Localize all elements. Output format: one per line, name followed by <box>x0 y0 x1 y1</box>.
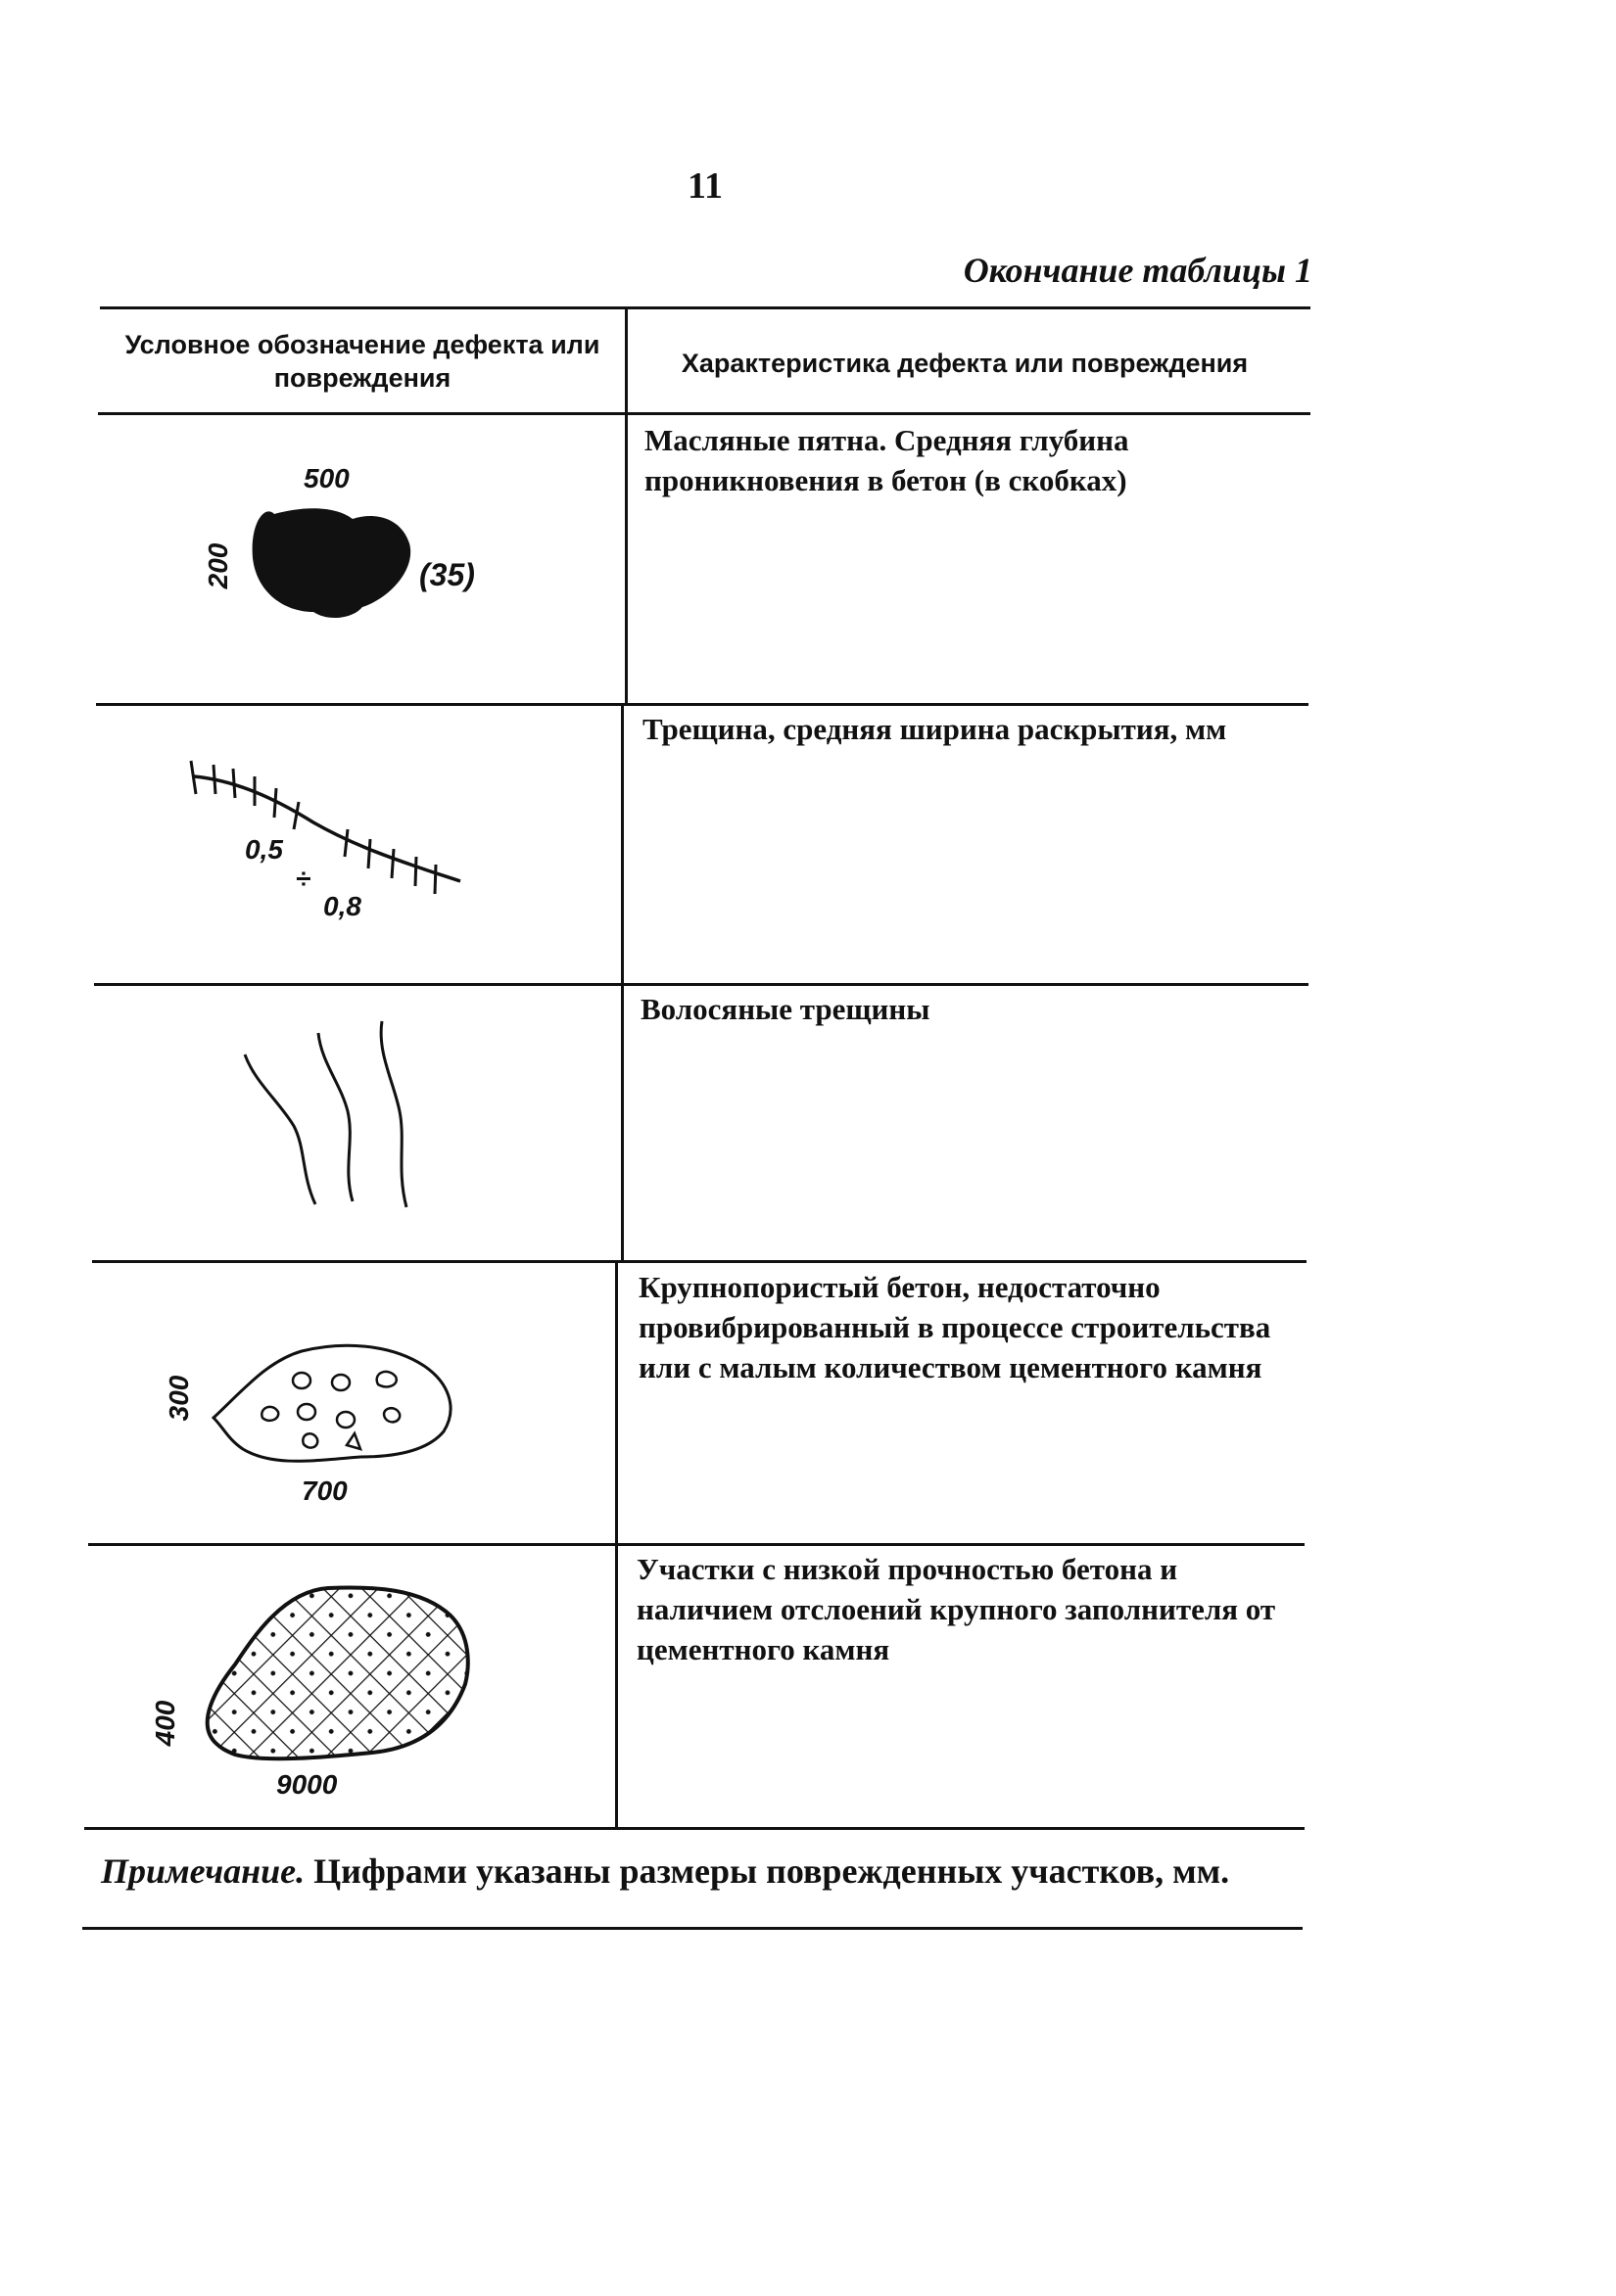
column-divider <box>625 306 628 706</box>
oil-stain-width-label: 500 <box>304 463 350 493</box>
oil-stain-icon <box>196 450 529 646</box>
note-text: Цифрами указаны размеры поврежденных участков, мм. <box>313 1851 1230 1891</box>
porous-concrete-width-label: 700 <box>302 1476 348 1506</box>
low-strength-height-label: 400 <box>150 1700 180 1747</box>
column-divider <box>615 1260 618 1828</box>
table-bottom-rule <box>84 1827 1305 1830</box>
row-divider <box>96 703 1308 706</box>
row-divider <box>88 1543 1305 1546</box>
low-strength-description: Участки с низкой прочностью бетона и наличием отслоений крупного заполнителя от цементного камня <box>637 1552 1276 1666</box>
note-rule <box>82 1927 1303 1930</box>
crack-icon <box>176 739 490 935</box>
header-rule <box>98 412 1310 415</box>
crack-max-width-label: 0,8 <box>323 891 361 921</box>
crack-description: Трещина, средняя ширина раскрытия, мм <box>642 712 1227 746</box>
porous-concrete-icon <box>165 1312 478 1527</box>
low-strength-width-label: 9000 <box>276 1769 338 1800</box>
oil-stain-description: Масляные пятна. Средняя глубина проникновения в бетон (в скобках) <box>644 423 1129 497</box>
row-divider <box>94 983 1308 986</box>
crack-min-width-label: 0,5 <box>245 834 283 865</box>
hairline-cracks-icon <box>225 1013 441 1229</box>
row-divider <box>92 1260 1307 1263</box>
oil-stain-depth-label: (35) <box>419 557 475 592</box>
header-description-column: Характеристика дефекта или повреждения <box>681 349 1249 378</box>
column-divider <box>621 703 624 1263</box>
table-note <box>101 1851 1306 1892</box>
table-caption: Окончание таблицы 1 <box>963 251 1312 290</box>
table-top-rule <box>100 306 1310 309</box>
low-strength-area-icon <box>150 1576 490 1811</box>
porous-concrete-description: Крупнопористый бетон, недостаточно провибрированный в процессе строительства или с малым количеством цементного камня <box>639 1270 1271 1384</box>
hairline-cracks-description: Волосяные трещины <box>641 992 930 1026</box>
note-label: Примечание. <box>101 1851 306 1891</box>
header-symbol-column: Условное обозначение дефекта или повреждения <box>124 330 600 393</box>
porous-concrete-height-label: 300 <box>164 1375 194 1422</box>
oil-stain-height-label: 200 <box>203 542 233 589</box>
page-number: 11 <box>688 165 723 207</box>
crack-range-separator: ÷ <box>296 864 311 894</box>
